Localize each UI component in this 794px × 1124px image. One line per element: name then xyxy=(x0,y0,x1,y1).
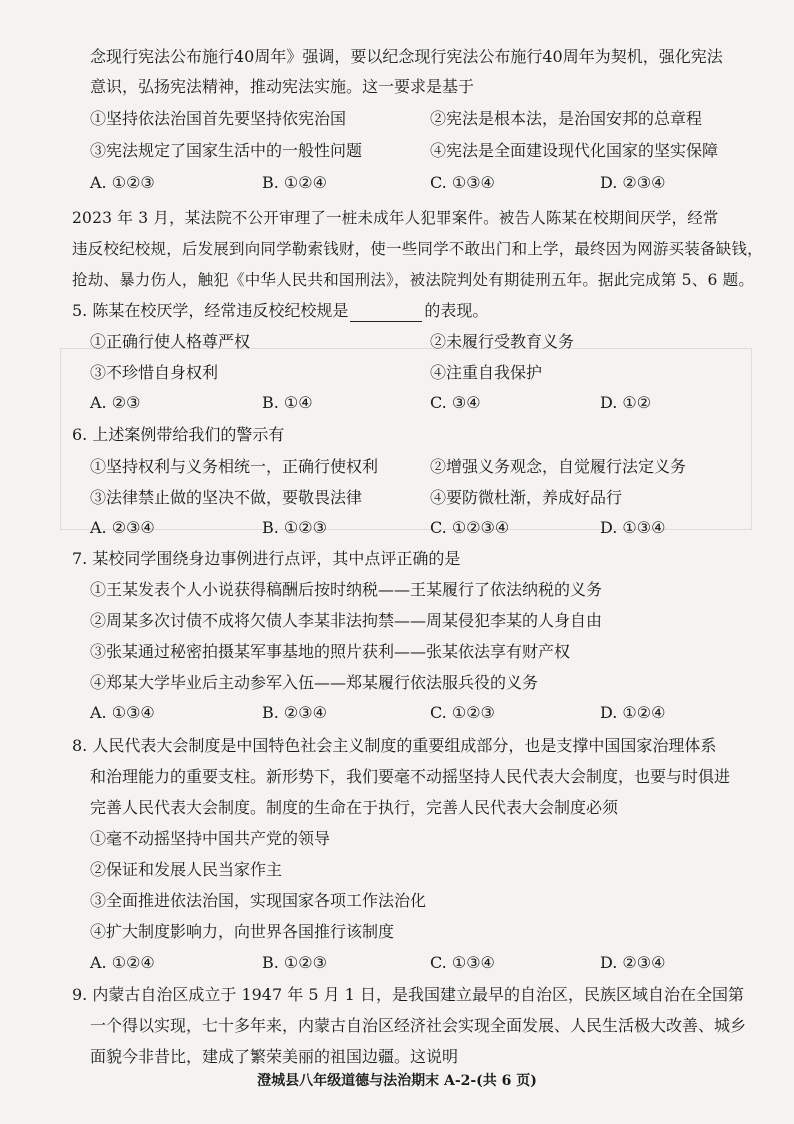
option-3: ③不珍惜自身权利 xyxy=(90,363,219,382)
choice-c: C. ①③④ xyxy=(430,173,495,192)
choice-b: B. ①②④ xyxy=(262,173,327,192)
question-8-stem-line: 8. 人民代表大会制度是中国特色社会主义制度的重要组成部分，也是支撑中国国家治理体系 xyxy=(72,736,717,755)
option-1: ①坚持依法治国首先要坚持依宪治国 xyxy=(90,109,347,128)
choice-d: D. ①③④ xyxy=(600,518,666,537)
choice-c: C. ①②③④ xyxy=(430,518,510,537)
option-2: ②保证和发展人民当家作主 xyxy=(90,860,283,879)
question-5-stem-b: 的表现。 xyxy=(424,301,489,320)
choice-c: C. ③④ xyxy=(430,393,481,412)
option-1: ①王某发表个人小说获得稿酬后按时纳税——王某履行了依法纳税的义务 xyxy=(90,580,603,599)
option-2: ②未履行受教育义务 xyxy=(430,332,575,351)
answer-blank xyxy=(350,305,422,322)
case-text-line: 违反校纪校规，后发展到向同学勒索钱财，使一些同学不敢出门和上学，最终因为网游买装备缺钱， xyxy=(72,240,763,258)
case-text-line: 抢劫、暴力伤人，触犯《中华人民共和国刑法》，被法院判处有期徒刑五年。据此完成第 5、6 题。 xyxy=(72,271,755,289)
page-footer: 澄城县八年级道德与法治期末 A-2-(共 6 页) xyxy=(257,1073,537,1089)
option-4: ④宪法是全面建设现代化国家的坚实保障 xyxy=(430,141,719,160)
option-2: ②增强义务观念，自觉履行法定义务 xyxy=(430,457,687,476)
option-1: ①正确行使人格尊严权 xyxy=(90,332,251,351)
choice-a: A. ①②③ xyxy=(90,173,155,192)
option-4: ④注重自我保护 xyxy=(430,363,543,382)
option-1: ①毫不动摇坚持中国共产党的领导 xyxy=(90,829,331,848)
choice-c: C. ①②③ xyxy=(430,703,495,722)
question-6-stem: 6. 上述案例带给我们的警示有 xyxy=(72,425,285,444)
option-4: ④要防微杜渐，养成好品行 xyxy=(430,488,623,507)
question-9-stem-line: 一个得以实现，七十多年来，内蒙古自治区经济社会实现全面发展、人民生活极大改善、城乡 xyxy=(90,1016,747,1035)
choice-d: D. ①②④ xyxy=(600,703,666,722)
question-8-stem-line: 和治理能力的重要支柱。新形势下，我们要毫不动摇坚持人民代表大会制度，也要与时俱进 xyxy=(90,767,731,786)
choice-a: A. ②③④ xyxy=(90,518,155,537)
option-3: ③全面推进依法治国，实现国家各项工作法治化 xyxy=(90,891,427,910)
choice-b: B. ①②③ xyxy=(262,518,327,537)
choice-b: B. ②③④ xyxy=(262,703,327,722)
choice-c: C. ①③④ xyxy=(430,953,495,972)
option-2: ②宪法是根本法，是治国安邦的总章程 xyxy=(430,109,703,128)
choice-b: B. ①④ xyxy=(262,393,313,412)
option-4: ④扩大制度影响力，向世界各国推行该制度 xyxy=(90,922,395,941)
choice-b: B. ①②③ xyxy=(262,953,327,972)
option-4: ④郑某大学毕业后主动参军入伍——郑某履行依法服兵役的义务 xyxy=(90,673,539,692)
choice-d: D. ②③④ xyxy=(600,173,666,192)
choice-a: A. ①③④ xyxy=(90,703,155,722)
question-5-stem-a: 5. 陈某在校厌学，经常违反校纪校规是 xyxy=(72,301,349,320)
question-text-line: 意识，弘扬宪法精神，推动宪法实施。这一要求是基于 xyxy=(90,77,475,96)
option-2: ②周某多次讨债不成将欠债人李某非法拘禁——周某侵犯李某的人身自由 xyxy=(90,611,603,630)
option-1: ①坚持权利与义务相统一，正确行使权利 xyxy=(90,457,379,476)
choice-a: A. ②③ xyxy=(90,393,141,412)
case-text-line: 2023 年 3 月，某法院不公开审理了一桩未成年人犯罪案件。被告人陈某在校期间厌学，经常 xyxy=(72,209,719,227)
option-3: ③宪法规定了国家生活中的一般性问题 xyxy=(90,141,363,160)
question-text-line: 念现行宪法公布施行40周年》强调，要以纪念现行宪法公布施行40周年为契机，强化宪法 xyxy=(90,47,723,66)
question-8-stem-line: 完善人民代表大会制度。制度的生命在于执行，完善人民代表大会制度必须 xyxy=(90,798,619,817)
question-9-stem-line: 面貌今非昔比，建成了繁荣美丽的祖国边疆。这说明 xyxy=(90,1047,459,1066)
choice-d: D. ②③④ xyxy=(600,953,666,972)
option-3: ③法律禁止做的坚决不做，要敬畏法律 xyxy=(90,488,363,507)
question-5-stem xyxy=(72,300,744,322)
option-3: ③张某通过秘密拍摄某军事基地的照片获利——张某依法享有财产权 xyxy=(90,642,571,661)
choice-d: D. ①② xyxy=(600,393,652,412)
question-7-stem: 7. 某校同学围绕身边事例进行点评，其中点评正确的是 xyxy=(72,549,461,568)
choice-a: A. ①②④ xyxy=(90,953,155,972)
question-9-stem-line: 9. 内蒙古自治区成立于 1947 年 5 月 1 日，是我国建立最早的自治区，民族区域自治在全国第 xyxy=(72,985,744,1004)
